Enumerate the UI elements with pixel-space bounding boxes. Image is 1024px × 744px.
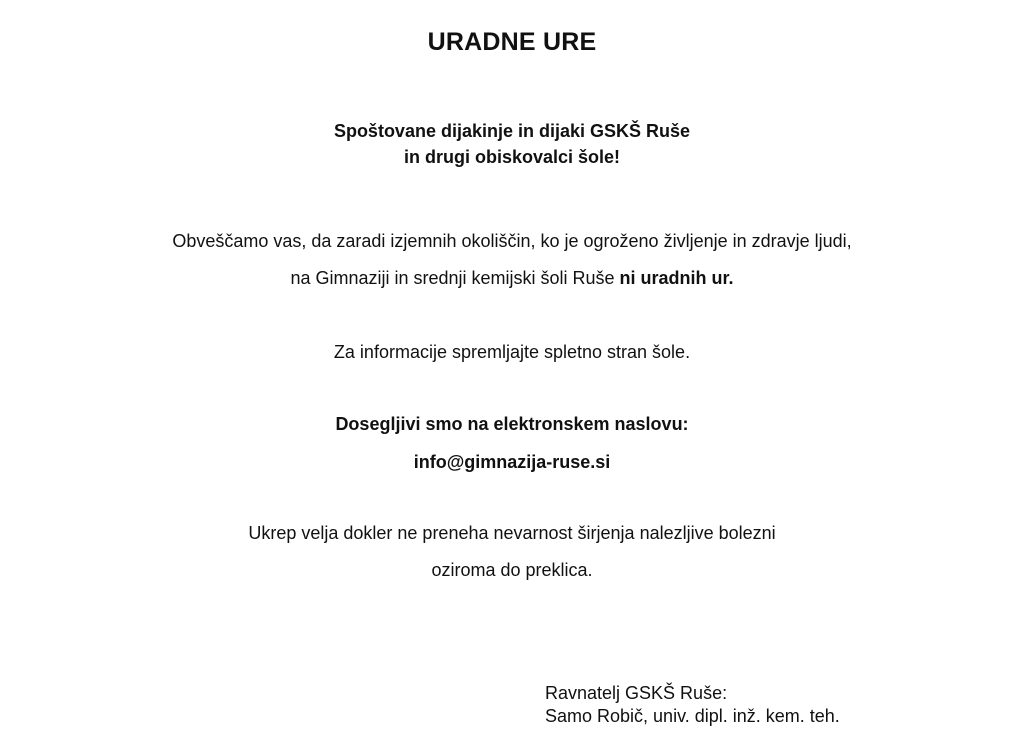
notice-line-2 [0, 265, 1024, 291]
contact-email-row [0, 449, 1024, 475]
notice-line-1: Obveščamo vas, da zaradi izjemnih okoliščin, ko je ogroženo življenje in zdravje ljudi, [172, 231, 852, 251]
signature-role: Ravnatelj GSKŠ Ruše: [545, 683, 728, 703]
signature-name: Samo Robič, univ. dipl. inž. kem. teh. [545, 706, 840, 726]
measure-line-2: oziroma do preklica. [431, 560, 593, 580]
greeting-line-1: Spoštovane dijakinje in dijaki GSKŠ Ruše [333, 121, 691, 141]
measure-line-1: Ukrep velja dokler ne preneha nevarnost širjenja nalezljive bolezni [248, 523, 776, 543]
notice-line-2-text: na Gimnaziji in srednji kemijski šoli Ruše [290, 268, 620, 288]
document-title: URADNE URE [427, 28, 597, 56]
no-office-hours-emphasis: ni uradnih ur. [619, 268, 734, 288]
contact-email-link[interactable]: info@gimnazija-ruse.si [413, 452, 611, 472]
info-line: Za informacije spremljajte spletno stran šole. [333, 342, 691, 362]
greeting-line-2: in drugi obiskovalci šole! [403, 147, 621, 167]
contact-label: Dosegljivi smo na elektronskem naslovu: [335, 414, 689, 434]
